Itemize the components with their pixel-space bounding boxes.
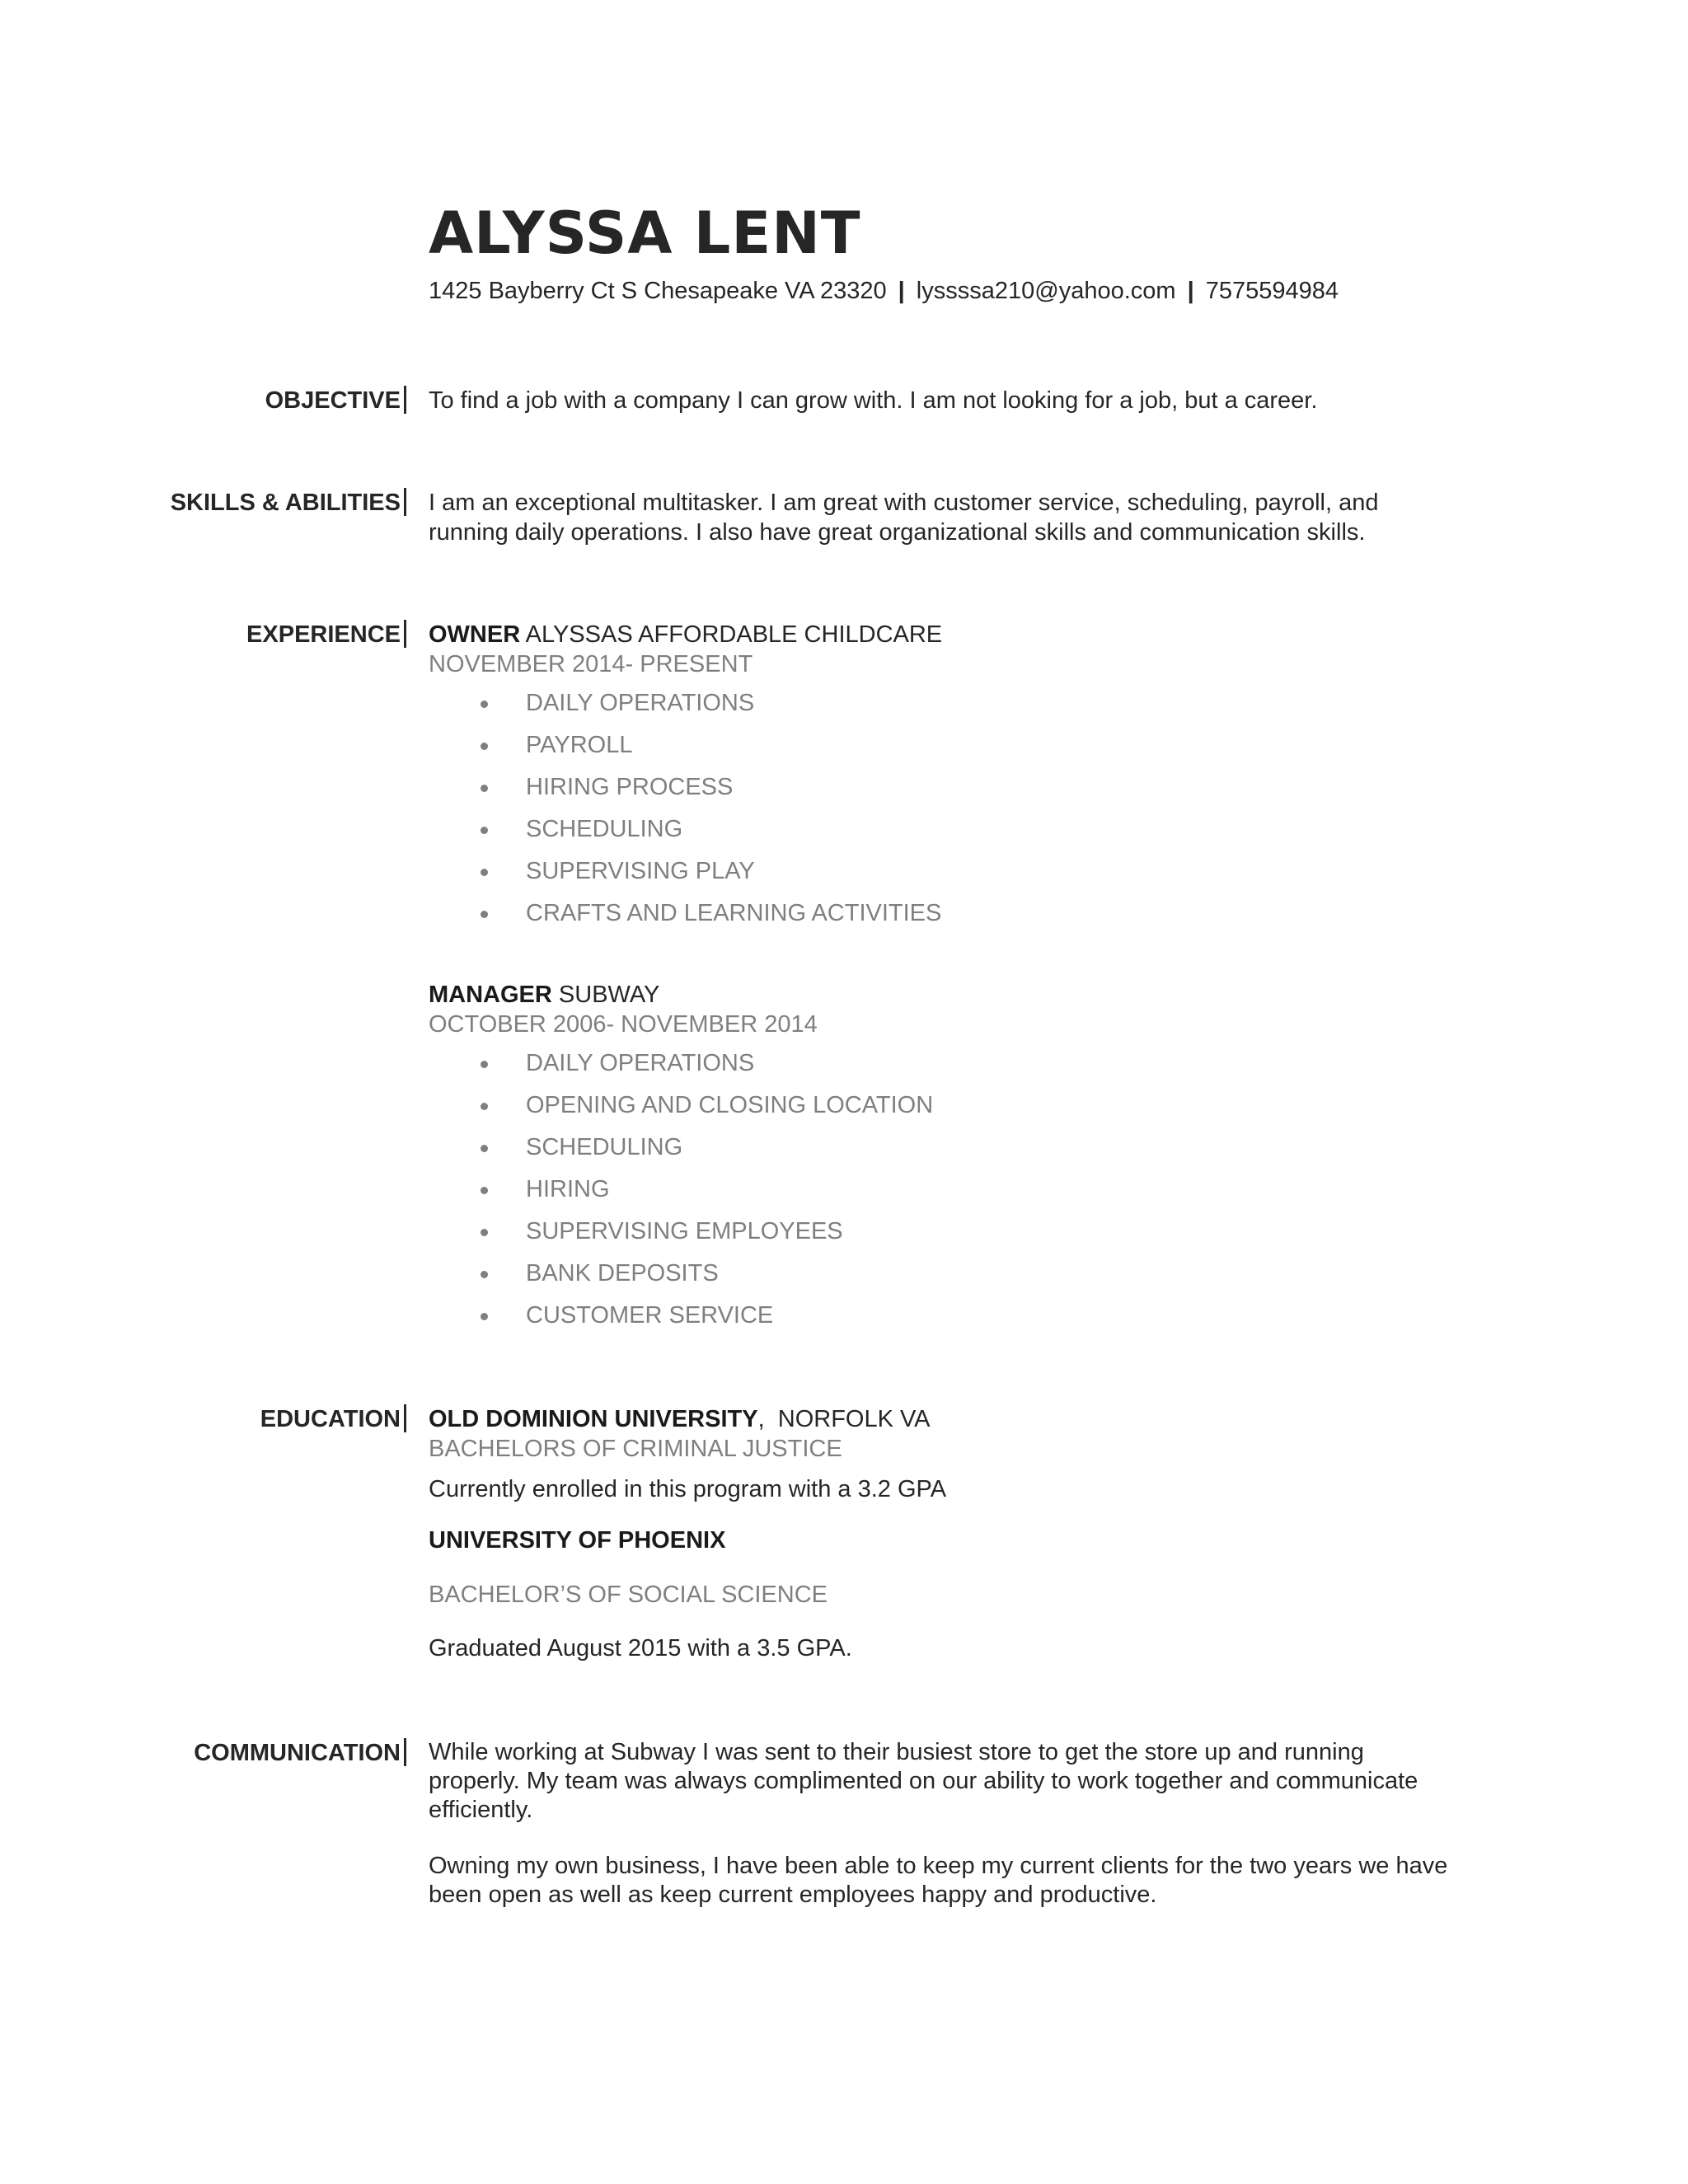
communication-content: [429, 1738, 1451, 1910]
bullet-icon: [481, 827, 488, 834]
bullet-icon: [481, 911, 488, 918]
list-item: SCHEDULING: [429, 808, 1451, 851]
bullet-icon: [481, 1313, 488, 1320]
section-divider: [404, 1738, 406, 1766]
email: lyssssa210@yahoo.com: [916, 278, 1176, 304]
separator: |: [1187, 278, 1194, 304]
job-company: ALYSSAS AFFORDABLE CHILDCARE: [525, 621, 943, 648]
degree: BACHELOR’S OF SOCIAL SCIENCE: [429, 1582, 828, 1608]
list-item: SUPERVISING PLAY: [429, 851, 1451, 893]
bullet-icon: [481, 869, 488, 876]
section-label-communication: COMMUNICATION: [194, 1740, 401, 1766]
school-location: , NORFOLK VA: [757, 1406, 931, 1432]
school-name: UNIVERSITY OF PHOENIX: [429, 1527, 726, 1554]
list-item: BANK DEPOSITS: [429, 1253, 1451, 1295]
bullet-icon: [481, 1145, 488, 1152]
education-content: [429, 1404, 1451, 1663]
bullet-icon: [481, 1103, 488, 1110]
skills-text: I am an exceptional multitasker. I am great with customer service, scheduling, payroll, and running daily operations. I also have great organizational skills and communication skills.: [429, 490, 1379, 546]
job-title: OWNER: [429, 621, 521, 648]
list-item: CUSTOMER SERVICE: [429, 1295, 1451, 1337]
bullet-icon: [481, 1187, 488, 1194]
list-item: DAILY OPERATIONS: [429, 682, 1451, 724]
list-item: OPENING AND CLOSING LOCATION: [429, 1085, 1451, 1127]
applicant-name: ALYSSA LENT: [429, 199, 861, 267]
bullet-icon: [481, 1271, 488, 1278]
list-item: PAYROLL: [429, 724, 1451, 766]
section-divider: [404, 488, 406, 516]
section-label-education: EDUCATION: [260, 1406, 401, 1432]
communication-paragraph: While working at Subway I was sent to their busiest store to get the store up and running properly. My team was always complimented on our ability to work together and communicate efficiently.: [429, 1739, 1418, 1823]
job-dates: NOVEMBER 2014- PRESENT: [429, 651, 753, 677]
job-company: SUBWAY: [558, 982, 660, 1008]
job-role: [429, 620, 1451, 649]
section-divider: [404, 1404, 406, 1432]
job-entry: [429, 620, 1451, 935]
list-item: CRAFTS AND LEARNING ACTIVITIES: [429, 893, 1451, 935]
section-label-skills: SKILLS & ABILITIES: [170, 490, 401, 516]
job-entry: [429, 980, 1451, 1337]
list-item: SCHEDULING: [429, 1127, 1451, 1169]
section-divider: [404, 620, 406, 648]
list-item: DAILY OPERATIONS: [429, 1043, 1451, 1085]
education-note: Graduated August 2015 with a 3.5 GPA.: [429, 1635, 852, 1661]
job-role: [429, 980, 1451, 1010]
job-dates: OCTOBER 2006- NOVEMBER 2014: [429, 1011, 818, 1038]
degree: BACHELORS OF CRIMINAL JUSTICE: [429, 1436, 842, 1462]
school-entry: [429, 1404, 1451, 1434]
list-item: SUPERVISING EMPLOYEES: [429, 1211, 1451, 1253]
duty-list: [429, 682, 1451, 935]
school-entry: [429, 1526, 1451, 1555]
section-divider: [404, 386, 406, 414]
address: 1425 Bayberry Ct S Chesapeake VA 23320: [429, 278, 887, 304]
separator: |: [898, 278, 905, 304]
bullet-icon: [481, 1229, 488, 1236]
objective-text: To find a job with a company I can grow with. I am not looking for a job, but a career.: [429, 387, 1318, 414]
school-name: OLD DOMINION UNIVERSITY: [429, 1406, 758, 1432]
bullet-icon: [481, 785, 488, 792]
job-title: MANAGER: [429, 982, 552, 1008]
section-label-experience: EXPERIENCE: [246, 621, 401, 648]
bullet-icon: [481, 1061, 488, 1068]
section-label-objective: OBJECTIVE: [265, 387, 401, 414]
phone: 7575594984: [1205, 278, 1339, 304]
duty-list: [429, 1043, 1451, 1337]
bullet-icon: [481, 743, 488, 750]
list-item: HIRING PROCESS: [429, 766, 1451, 808]
experience-content: [429, 620, 1451, 1337]
list-item: HIRING: [429, 1169, 1451, 1211]
bullet-icon: [481, 701, 488, 708]
education-note: Currently enrolled in this program with a 3.2 GPA: [429, 1476, 947, 1502]
communication-paragraph: Owning my own business, I have been able to keep my current clients for the two years we have been open as well as keep current employees happy and productive.: [429, 1853, 1448, 1908]
contact-line: [429, 277, 1339, 305]
